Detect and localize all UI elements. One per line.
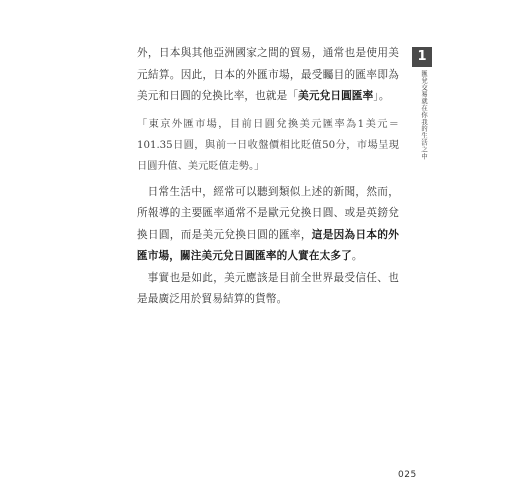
paragraph-2-end: 。 (351, 250, 363, 262)
paragraph-1-end: 」。 (373, 90, 390, 102)
paragraph-1-emphasis: 美元兌日圓匯率 (298, 90, 374, 102)
news-quote: 「東京外匯市場，目前日圓兌換美元匯率為1美元＝101.35日圓，與前一日收盤價相比貶值50分，市場呈現日圓升值、美元貶值走勢。」 (137, 118, 399, 172)
paragraph-3-text: 事實也是如此，美元應該是目前全世界最受信任、也是最廣泛用於貿易結算的貨幣。 (137, 271, 399, 305)
paragraph-2 (137, 182, 399, 268)
paragraph-2-text: 日常生活中，經常可以聽到類似上述的新聞，然而，所報導的主要匯率通常不是歐元兌換日圓、或是英鎊兌換日圓，而是美元兌換日圓的匯率， (137, 185, 399, 241)
page-number: 025 (398, 470, 417, 480)
chapter-number-tab: 1 (412, 47, 432, 67)
chapter-title-vertical: 匯兌交易就在你我的生活之中 (420, 70, 427, 160)
paragraph-3 (137, 268, 399, 311)
paragraph-2-emphasis: 這是因為日本的外匯市場，關注美元兌日圓匯率的人實在太多了 (137, 228, 399, 262)
body-text (137, 43, 399, 311)
paragraph-1-text: 外，日本與其他亞洲國家之間的貿易，通常也是使用美元結算。因此，日本的外匯市場，最受矚目的匯率即為美元和日圓的兌換比率，也就是「 (137, 47, 399, 102)
paragraph-1 (137, 43, 399, 108)
